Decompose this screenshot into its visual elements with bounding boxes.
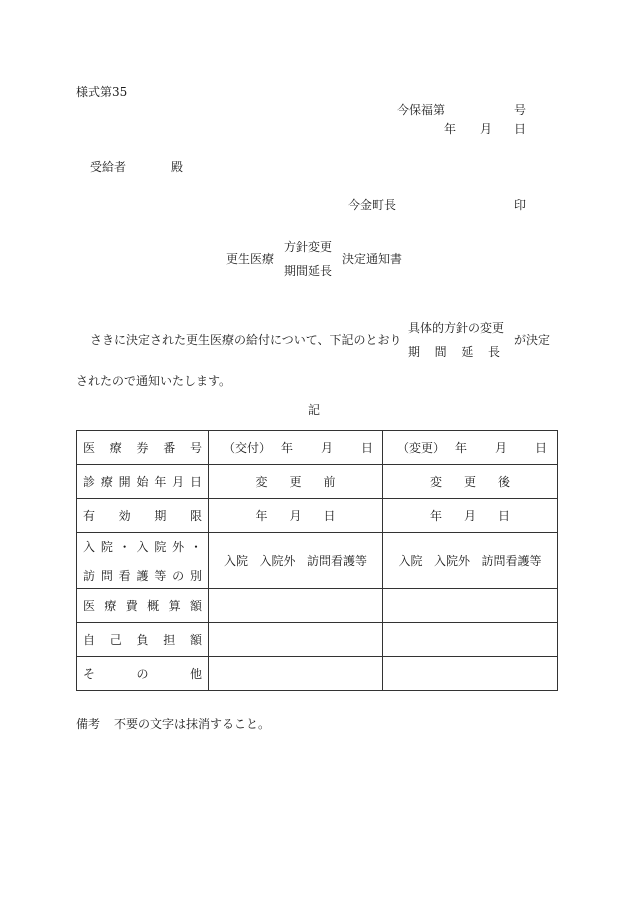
validity-after-cell: 年 月 日 (383, 499, 558, 533)
reference-number-suffix: 号 (514, 103, 527, 117)
row-label-copayment: 自 己 負 担 額 (77, 623, 209, 657)
row-label-other: そ の 他 (77, 657, 209, 691)
table-row-validity (77, 499, 558, 533)
body-text-decided: が決定 (514, 333, 551, 347)
table-row-other (77, 657, 558, 691)
body-text-line2: されたので通知いたします。 (76, 374, 232, 388)
before-change-cell: 変 更 前 (209, 465, 383, 499)
other-after-cell (383, 657, 558, 691)
table-row-copayment (77, 623, 558, 657)
reference-number-prefix: 今保福第 (397, 103, 446, 117)
after-change-cell: 変 更 後 (383, 465, 558, 499)
note-text: 不要の文字は抹消すること。 (114, 717, 271, 731)
recipient-honorific: 殿 (171, 160, 184, 174)
row-label-start-date: 診 療 開 始 年 月 日 (77, 465, 209, 499)
copayment-after-cell (383, 623, 558, 657)
ki-heading: 記 (308, 403, 321, 417)
issued-date-cell: （交付） 年 月 日 (209, 431, 383, 465)
title-option-period-extension: 期間延長 (284, 264, 333, 278)
table-row-ticket-number (77, 431, 558, 465)
seal-mark: 印 (514, 198, 527, 212)
validity-before-cell: 年 月 日 (209, 499, 383, 533)
row-label-estimated-cost: 医 療 費 概 算 額 (77, 589, 209, 623)
body-option-policy-change: 具体的方針の変更 (408, 321, 505, 335)
recipient-label: 受給者 (90, 160, 127, 174)
note-label: 備考 (76, 717, 101, 731)
care-type-after-cell: 入院 入院外 訪問看護等 (383, 533, 558, 589)
changed-date-cell: （変更） 年 月 日 (383, 431, 558, 465)
date-year: 年 (444, 122, 457, 136)
row-label-validity: 有 効 期 限 (77, 499, 209, 533)
details-table (76, 430, 558, 691)
title-prefix: 更生医療 (226, 252, 275, 266)
copayment-before-cell (209, 623, 383, 657)
date-month: 月 (480, 122, 493, 136)
estimated-cost-before-cell (209, 589, 383, 623)
care-type-before-cell: 入院 入院外 訪問看護等 (209, 533, 383, 589)
form-number: 様式第35 (76, 85, 128, 99)
issuer-name: 今金町長 (348, 198, 397, 212)
other-before-cell (209, 657, 383, 691)
table-row-care-type (77, 533, 558, 589)
title-suffix: 決定通知書 (342, 252, 403, 266)
row-label-ticket-number: 医 療 券 番 号 (77, 431, 209, 465)
table-row-estimated-cost (77, 589, 558, 623)
body-text-line1: さきに決定された更生医療の給付について、下記のとおり (90, 333, 402, 347)
date-day: 日 (514, 122, 527, 136)
body-option-period-extension: 期 間 延 長 (408, 345, 500, 359)
title-option-policy-change: 方針変更 (284, 240, 333, 254)
table-row-start-date (77, 465, 558, 499)
row-label-care-type: 入 院 ・ 入 院 外 ・ 訪 問 看 護 等 の 別 (77, 533, 209, 589)
estimated-cost-after-cell (383, 589, 558, 623)
